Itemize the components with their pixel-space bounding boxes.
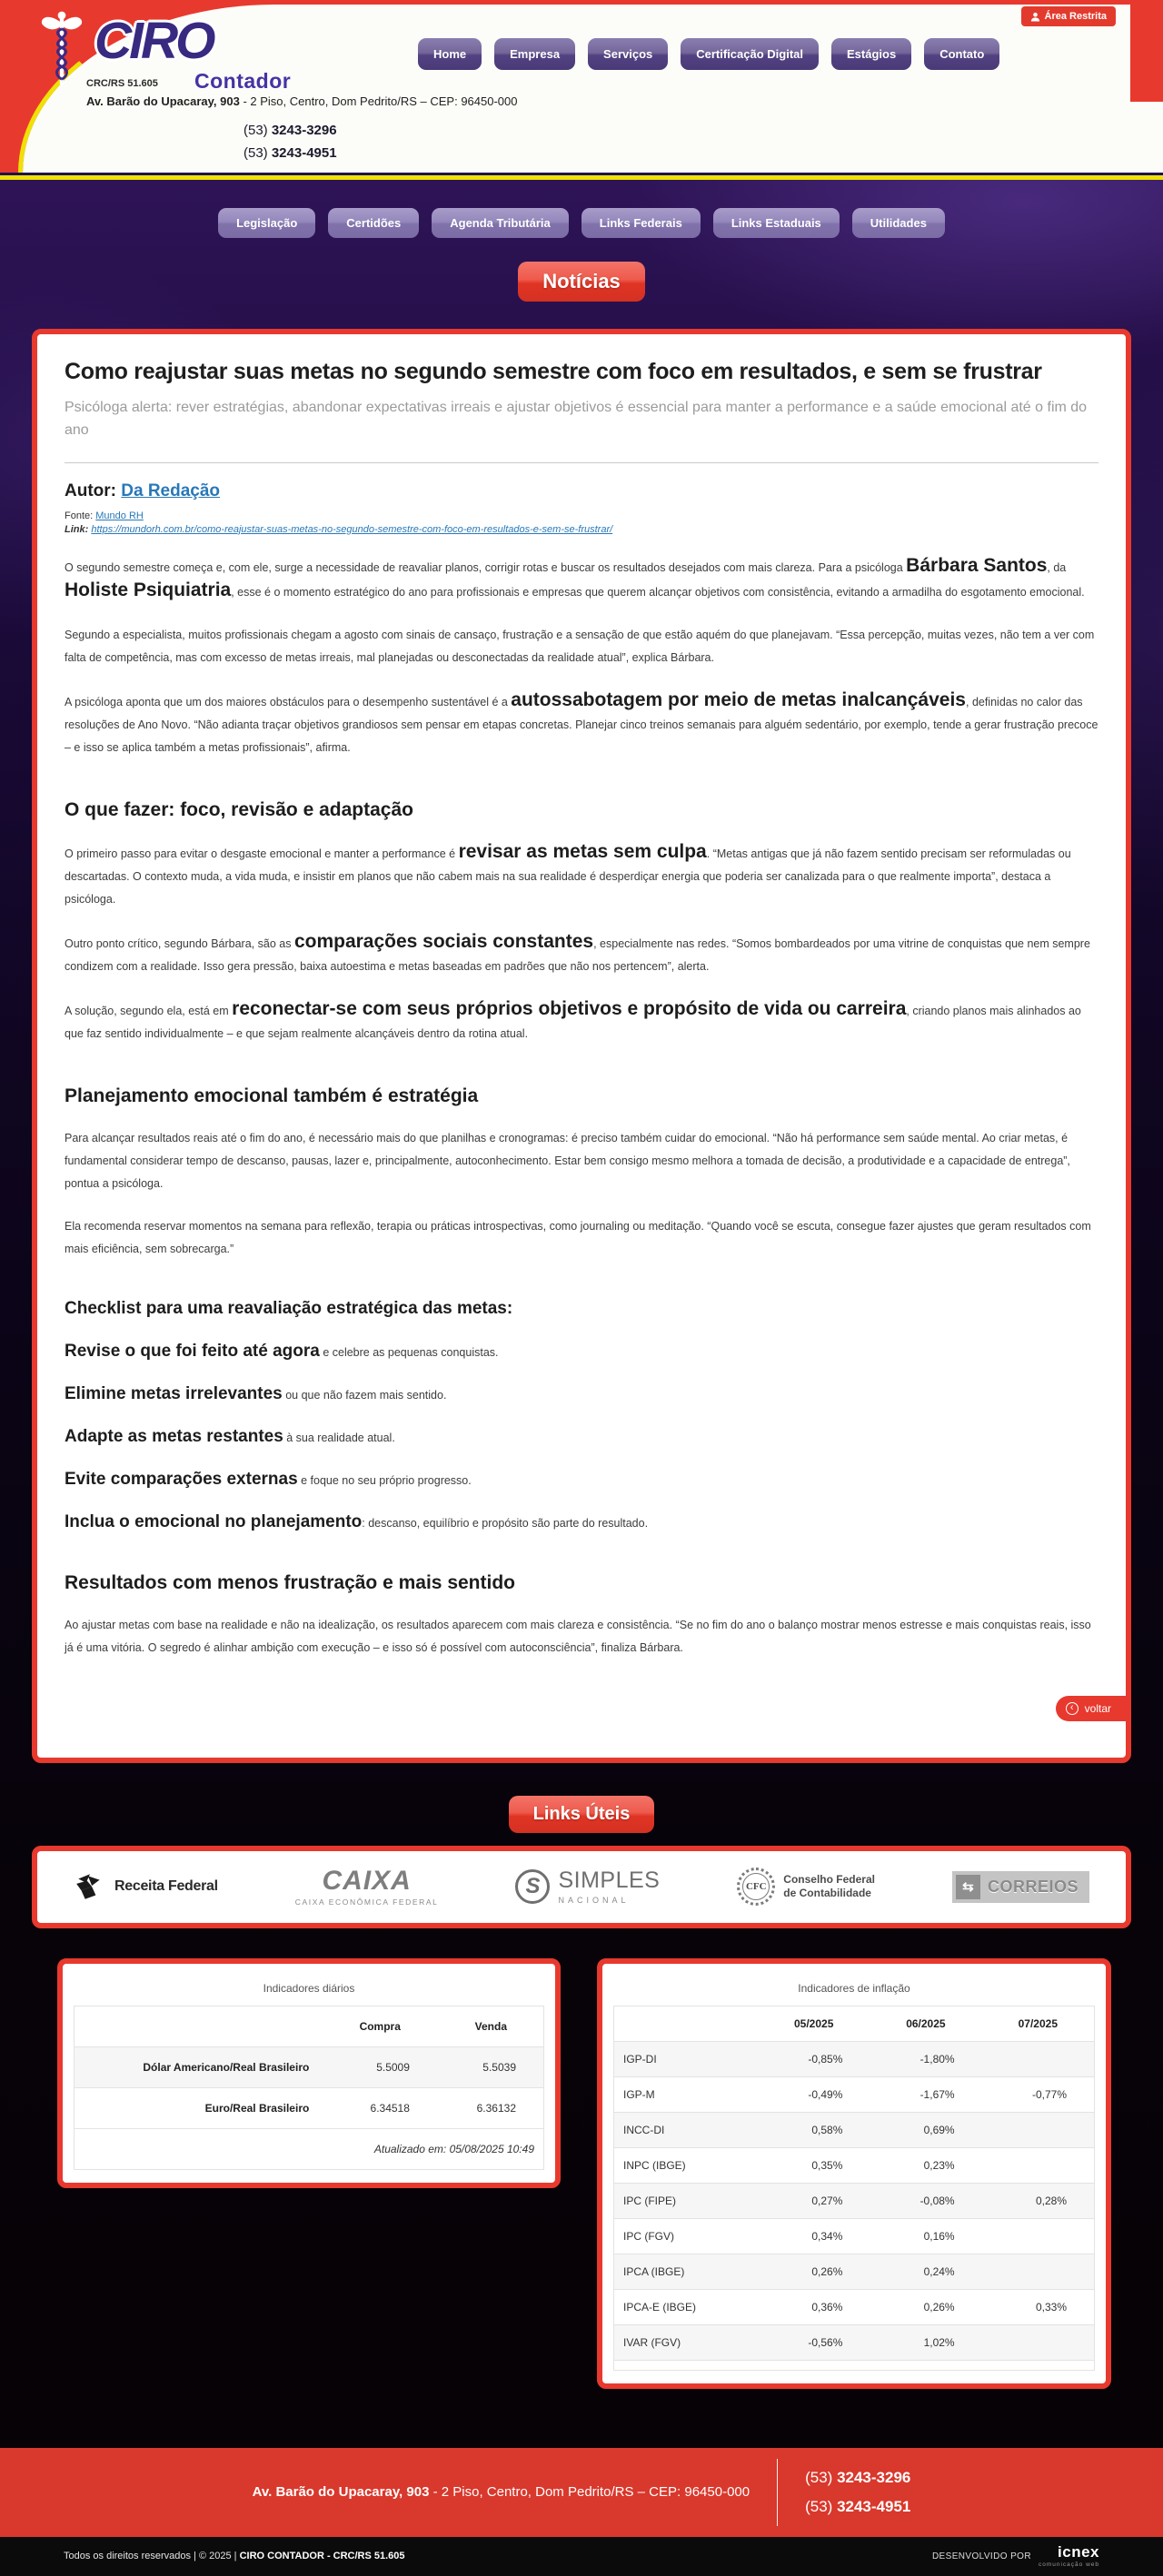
cfc-line1: Conselho Federal (783, 1873, 875, 1887)
row-label: IPCA (IBGE) (614, 2254, 759, 2289)
text-segment: , da (1047, 560, 1067, 574)
article-author-row (65, 481, 1098, 501)
article-source-row (65, 510, 1098, 521)
area-restrita-button[interactable] (1021, 6, 1116, 26)
cell-value: -0,08% (870, 2183, 981, 2218)
subnav-links-estaduais[interactable]: Links Estaduais (713, 208, 840, 238)
cell-value: 5.5009 (318, 2046, 437, 2087)
cell-value: 0,16% (870, 2218, 981, 2254)
header-phones (244, 120, 337, 165)
column-header: Compra (318, 2006, 437, 2046)
article-body (65, 555, 1098, 1660)
logo-tagline: Contador (194, 69, 292, 93)
header-address-rest: - 2 Piso, Centro, Dom Pedrito/RS – CEP: 96450-000 (239, 94, 518, 108)
author-label: Autor: (65, 481, 122, 500)
article-paragraph (65, 1127, 1098, 1195)
article-paragraph (65, 1215, 1098, 1261)
nav-empresa[interactable]: Empresa (494, 38, 575, 70)
cell-value (982, 2041, 1095, 2076)
logo-crc: CRC/RS 51.605 (86, 78, 158, 89)
cell-value: 0,34% (758, 2218, 870, 2254)
phone-number (244, 143, 337, 165)
inflation-indicators-title: Indicadores de inflação (798, 1981, 910, 1995)
table-body (614, 2041, 1095, 2360)
copyright-bold: CIRO CONTADOR - CRC/RS 51.605 (239, 2551, 405, 2562)
text-segment: Segundo a especialista, muitos profissionais chegam a agosto com sinais de cansaço, frustração e a sensação de que estão aquém do que planejavam. “Essa percepção, muitas vezes, não tem a ver com falta de competência, mas com excesso de metas irreais, mal planejadas ou desconectadas da realidade atual”, explica Bárbara. (65, 628, 1095, 664)
links-uteis-button[interactable]: Links Úteis (509, 1796, 655, 1833)
highlight-phrase: autossabotagem por meio de metas inalcançáveis (511, 689, 966, 710)
highlight-phrase: reconectar-se com seus próprios objetivos e propósito de vida ou carreira (232, 997, 907, 1019)
phone-ddd: (53) (805, 2469, 838, 2487)
table-row (75, 2046, 544, 2087)
highlight-phrase: comparações sociais constantes (293, 930, 594, 952)
table-header (75, 2006, 544, 2046)
text-segment: O primeiro passo para evitar o desgaste emocional e manter a performance é (65, 847, 459, 860)
voltar-wrap (65, 1696, 1126, 1721)
logo-caixa[interactable] (294, 1865, 439, 1907)
nav-estagios[interactable]: Estágios (831, 38, 911, 70)
row-label: IGP-M (614, 2076, 759, 2112)
footer-phones (805, 2463, 910, 2521)
receita-federal-icon (74, 1872, 106, 1901)
highlight-phrase: revisar as metas sem culpa (458, 840, 707, 862)
checklist-item (65, 1427, 1098, 1447)
checklist-item-rest: : descanso, equilíbrio e propósito são parte do resultado. (362, 1516, 649, 1530)
text-segment: A solução, segundo ela, está em (65, 1004, 233, 1017)
table-row (75, 2087, 544, 2128)
cfc-line2: de Contabilidade (783, 1887, 871, 1900)
inflation-indicators-table (613, 2006, 1095, 2371)
cell-value: 0,36% (758, 2289, 870, 2324)
footer-address-bold: Av. Barão do Upacaray, 903 (252, 2484, 430, 2501)
voltar-label: voltar (1084, 1701, 1111, 1715)
phone-num: 3243-3296 (271, 123, 337, 138)
column-header (614, 2006, 759, 2041)
cell-value: 0,27% (758, 2183, 870, 2218)
footer-address-rest: - 2 Piso, Centro, Dom Pedrito/RS – CEP: 96450-000 (429, 2484, 750, 2501)
checklist-item-lead: Elimine metas irrelevantes (65, 1383, 283, 1403)
article-paragraph (65, 1614, 1098, 1660)
user-icon (1030, 12, 1040, 22)
row-label: IPC (FGV) (614, 2218, 759, 2254)
table-row (614, 2041, 1095, 2076)
text-segment: , definidas no calor das resoluções de Ano Novo. “Não adianta traçar objetivos grandiosos sem pensar em etapas concretas. Planejar cinco treinos semanais para alguém sedentário, por exemplo, tende a gerar frustração precoce – e isso se aplica também a metas profissionais”, afirma. (65, 695, 1098, 754)
highlight-phrase: Bárbara Santos (906, 554, 1048, 576)
area-restrita-label: Área Restrita (1044, 11, 1107, 22)
cell-value (982, 2218, 1095, 2254)
updated-at: Atualizado em: 05/08/2025 10:49 (75, 2128, 544, 2169)
subnav-legislacao[interactable]: Legislação (218, 208, 315, 238)
logo-simples-nacional[interactable] (515, 1869, 660, 1905)
cell-value: -1,67% (870, 2076, 981, 2112)
cell-value: 1,02% (870, 2324, 981, 2360)
cell-value (982, 2254, 1095, 2289)
header-corner-accent (1130, 0, 1163, 102)
phone-ddd: (53) (244, 144, 272, 161)
table-row (614, 2147, 1095, 2183)
daily-indicators-title: Indicadores diários (263, 1981, 355, 1995)
article-subtitle: Psicóloga alerta: rever estratégias, abandonar expectativas irreais e ajustar objetivos é essencial para manter a performance e a saúde emocional até o fim do ano (65, 400, 1088, 439)
table-header-row (614, 2006, 1095, 2041)
cell-value: -1,80% (870, 2041, 981, 2076)
checklist-item (65, 1342, 1098, 1362)
nav-home[interactable]: Home (418, 38, 482, 70)
row-label: IGP-DI (614, 2041, 759, 2076)
developed-label: DESENVOLVIDO POR (931, 2551, 1031, 2561)
text-segment: A psicóloga aponta que um dos maiores obstáculos para o desempenho sustentável é a (65, 695, 512, 708)
cell-value (982, 2112, 1095, 2147)
text-segment: Outro ponto crítico, segundo Bárbara, são as (65, 936, 294, 950)
table-row (614, 2324, 1095, 2360)
checklist-item (65, 1384, 1098, 1404)
nav-servicos[interactable]: Serviços (588, 38, 668, 70)
article-card (32, 329, 1131, 1763)
article-paragraph (65, 555, 1098, 604)
simples-sublabel: NACIONAL (558, 1895, 630, 1905)
cell-value: 6.34518 (318, 2087, 437, 2128)
table-header-row (75, 2006, 544, 2046)
section-heading: Resultados com menos frustração e mais sentido (65, 1571, 515, 1593)
logo-cfc[interactable] (737, 1868, 875, 1906)
table-row (614, 2218, 1095, 2254)
footer-divider (777, 2459, 778, 2526)
article-paragraph (65, 841, 1098, 911)
column-header: Venda (437, 2006, 544, 2046)
main-content (0, 180, 1163, 2448)
link-label: Link: (65, 523, 92, 535)
developer-logo[interactable] (1039, 2544, 1099, 2568)
cell-value: 0,26% (870, 2289, 981, 2324)
section-heading: O que fazer: foco, revisão e adaptação (65, 798, 413, 820)
header-address-bold: Av. Barão do Upacaray, 903 (86, 94, 240, 108)
checklist-item-lead: Inclua o emocional no planejamento (65, 1511, 363, 1531)
divider (65, 462, 1098, 463)
voltar-button[interactable] (1056, 1696, 1126, 1721)
cell-value: 0,28% (982, 2183, 1095, 2218)
column-header (75, 2006, 319, 2046)
checklist-item-rest: e foque no seu próprio progresso. (297, 1473, 472, 1487)
checklist-item-rest: e celebre as pequenas conquistas. (319, 1345, 499, 1359)
row-label: IPC (FIPE) (614, 2183, 759, 2218)
copyright (64, 2551, 405, 2561)
inflation-indicators-card (597, 1958, 1111, 2389)
developed-by (932, 2544, 1099, 2568)
table-row (614, 2183, 1095, 2218)
cell-value: -0,56% (758, 2324, 870, 2360)
row-label: INCC-DI (614, 2112, 759, 2147)
footer-bottom-bar (0, 2537, 1163, 2576)
cell-value: 5.5039 (437, 2046, 544, 2087)
text-segment: Ao ajustar metas com base na realidade e não na idealização, os resultados aparecem com mais clareza e consistência. “Se no fim do ano o balanço mostrar menos estresse e mais conquistas reais, isso já é uma vitória. O segredo é alinhar ambição com execução – e isso só é possível com autoconsciência”, finaliza Bárbara. (65, 1618, 1091, 1654)
receita-federal-label: Receita Federal (114, 1878, 218, 1895)
site-footer (0, 2448, 1163, 2576)
noticias-button[interactable]: Notícias (518, 262, 645, 302)
copyright-prefix: Todos os direitos reservados | © 2025 | (64, 2551, 240, 2562)
row-label: INPC (IBGE) (614, 2147, 759, 2183)
checklist-item (65, 1512, 1098, 1532)
table-footer-row (75, 2128, 544, 2169)
text-segment: Para alcançar resultados reais até o fim do ano, é necessário mais do que planilhas e cronogramas: é preciso também cuidar do emocional. “Não há performance sem saúde mental. Ao criar metas, é fundamental considerar tempo de descanso, pausas, lazer e, principalmente, autoconhecimento. Estar bem consigo mesmo melhora a tomada de decisão, a produtividade e a capacidade de entrega”, pontua a psicóloga. (65, 1131, 1070, 1190)
table-footer (75, 2128, 544, 2169)
checklist-item-rest: ou que não fazem mais sentido. (282, 1388, 447, 1402)
checklist-item-lead: Evite comparações externas (65, 1469, 298, 1489)
section-heading: Checklist para uma reavaliação estratégica das metas: (65, 1298, 513, 1318)
highlight-phrase: Holiste Psiquiatria (65, 579, 232, 600)
cell-value: 0,26% (758, 2254, 870, 2289)
cell-value: -0,49% (758, 2076, 870, 2112)
cell-value: 0,35% (758, 2147, 870, 2183)
subnav-links-federais[interactable]: Links Federais (582, 208, 701, 238)
correios-icon: ⇆ (956, 1875, 980, 1899)
subnav-agenda-tributaria[interactable]: Agenda Tributária (432, 208, 569, 238)
daily-indicators-table (74, 2006, 544, 2170)
text-segment: . “Metas antigas que já não fazem sentido precisam ser reformuladas ou descartadas. O contexto muda, a vida muda, e insistir em planos que não cabem mais na sua realidade é desperdiçar energia que poderia ser canalizada para o que realmente importa”, destaca a psicóloga. (65, 847, 1071, 906)
row-label: Dólar Americano/Real Brasileiro (75, 2046, 319, 2087)
footer-address (253, 2484, 750, 2500)
checklist-item (65, 1470, 1098, 1490)
text-segment: O segundo semestre começa e, com ele, surge a necessidade de reavaliar planos, corrigir rotas e buscar os resultados desejados com mais clareza. Para a psicóloga (65, 560, 907, 574)
author-link[interactable]: Da Redação (121, 481, 221, 500)
phone-num: 3243-3296 (837, 2469, 911, 2487)
column-header: 07/2025 (982, 2006, 1095, 2041)
phone-number (244, 120, 337, 143)
site-header (0, 0, 1163, 173)
cell-value: 0,23% (870, 2147, 981, 2183)
row-label: Euro/Real Brasileiro (75, 2087, 319, 2128)
logo-text: CIRO (94, 12, 214, 70)
text-segment: , criando planos mais alinhados ao que faz sentido individualmente – e que sejam realmente alcançáveis dentro da rotina atual. (65, 1004, 1081, 1040)
cell-value: 0,24% (870, 2254, 981, 2289)
article-paragraph (65, 689, 1098, 759)
simples-icon: S (515, 1869, 550, 1904)
phone-ddd: (53) (244, 123, 272, 138)
text-segment: Ela recomenda reservar momentos na semana para reflexão, terapia ou práticas introspectivas, como journaling ou meditação. “Quando você se escuta, consegue fazer ajustes que geram resultados com mais eficiência, sem sobrecarga.” (65, 1219, 1091, 1255)
footer-contact-bar (0, 2448, 1163, 2537)
column-header: 06/2025 (870, 2006, 981, 2041)
developer-sublabel: comunicação web (1038, 2561, 1099, 2569)
checklist-item-rest: à sua realidade atual. (283, 1431, 395, 1444)
caixa-label: CAIXA (322, 1865, 412, 1896)
text-segment: , esse é o momento estratégico do ano para profissionais e empresas que querem alcançar objetivos com consistência, evitando a armadilha do esgotamento emocional. (231, 585, 1085, 599)
cell-value (982, 2324, 1095, 2360)
main-nav (418, 38, 999, 70)
cell-value: -0,77% (982, 2076, 1095, 2112)
correios-box (952, 1871, 1089, 1903)
cell-value: 0,69% (870, 2112, 981, 2147)
phone-num: 3243-4951 (271, 144, 337, 161)
simples-label: SIMPLES (558, 1867, 661, 1893)
article-url-link[interactable]: https://mundorh.com.br/como-reajustar-suas-metas-no-segundo-semestre-com-foco-em-resultados-e-sem-se-frustrar/ (91, 523, 613, 535)
spacer-row (614, 2360, 1095, 2370)
caixa-sublabel: CAIXA ECONÔMICA FEDERAL (294, 1897, 439, 1907)
subnav-certidoes[interactable]: Certidões (328, 208, 419, 238)
article-paragraph (65, 931, 1098, 978)
indicators-section (32, 1958, 1131, 2389)
article-title: Como reajustar suas metas no segundo semestre com foco em resultados, e sem se frustrar (65, 359, 1042, 384)
header-address (86, 94, 518, 108)
cfc-icon-label: CFC (742, 1873, 770, 1900)
table-row (614, 2289, 1095, 2324)
nav-certificacao-digital[interactable]: Certificação Digital (681, 38, 819, 70)
correios-label: CORREIOS (987, 1877, 1079, 1896)
cell-value: 0,58% (758, 2112, 870, 2147)
article-paragraph (65, 624, 1098, 669)
section-heading: Planejamento emocional também é estratégia (65, 1085, 479, 1106)
table-row (614, 2076, 1095, 2112)
subnav (0, 180, 1163, 238)
table-row (614, 2254, 1095, 2289)
cfc-icon (737, 1868, 775, 1906)
phone-number (805, 2492, 910, 2521)
developer-name: icnex (1058, 2543, 1099, 2561)
article-paragraph (65, 998, 1098, 1045)
row-label: IPCA-E (IBGE) (614, 2289, 759, 2324)
useful-links-card (32, 1846, 1131, 1928)
phone-number (805, 2463, 910, 2492)
cell-value: 6.36132 (437, 2087, 544, 2128)
table-header (614, 2006, 1095, 2041)
checklist-item-lead: Revise o que foi feito até agora (65, 1341, 320, 1361)
subnav-utilidades[interactable]: Utilidades (852, 208, 945, 238)
logo-correios[interactable] (952, 1871, 1089, 1903)
cell-value: 0,33% (982, 2289, 1095, 2324)
row-label: IVAR (FGV) (614, 2324, 759, 2360)
cfc-label (783, 1873, 875, 1900)
table-footer (614, 2360, 1095, 2370)
table-row (614, 2112, 1095, 2147)
phone-num: 3243-4951 (837, 2497, 911, 2515)
cell-value (982, 2147, 1095, 2183)
phone-ddd: (53) (805, 2497, 838, 2515)
article-link-row (65, 524, 1098, 535)
fonte-link[interactable]: Mundo RH (95, 510, 144, 521)
nav-contato[interactable]: Contato (924, 38, 999, 70)
table-body (75, 2046, 544, 2128)
text-segment: , especialmente nas redes. “Somos bombardeados por uma vitrine de conquistas que nem sempre condizem com a realidade. Isso gera pressão, baixa autoestima e metas baseadas em padrões que não nos pertencem”, alerta. (65, 936, 1090, 973)
fonte-label: Fonte: (65, 510, 96, 521)
caduceus-icon (38, 9, 85, 97)
back-arrow-icon: ‹ (1066, 1702, 1079, 1715)
daily-indicators-card (57, 1958, 561, 2188)
column-header: 05/2025 (758, 2006, 870, 2041)
logo-receita-federal[interactable] (74, 1872, 218, 1901)
table-footer-row (614, 2360, 1095, 2370)
checklist-item-lead: Adapte as metas restantes (65, 1426, 283, 1446)
cell-value: -0,85% (758, 2041, 870, 2076)
